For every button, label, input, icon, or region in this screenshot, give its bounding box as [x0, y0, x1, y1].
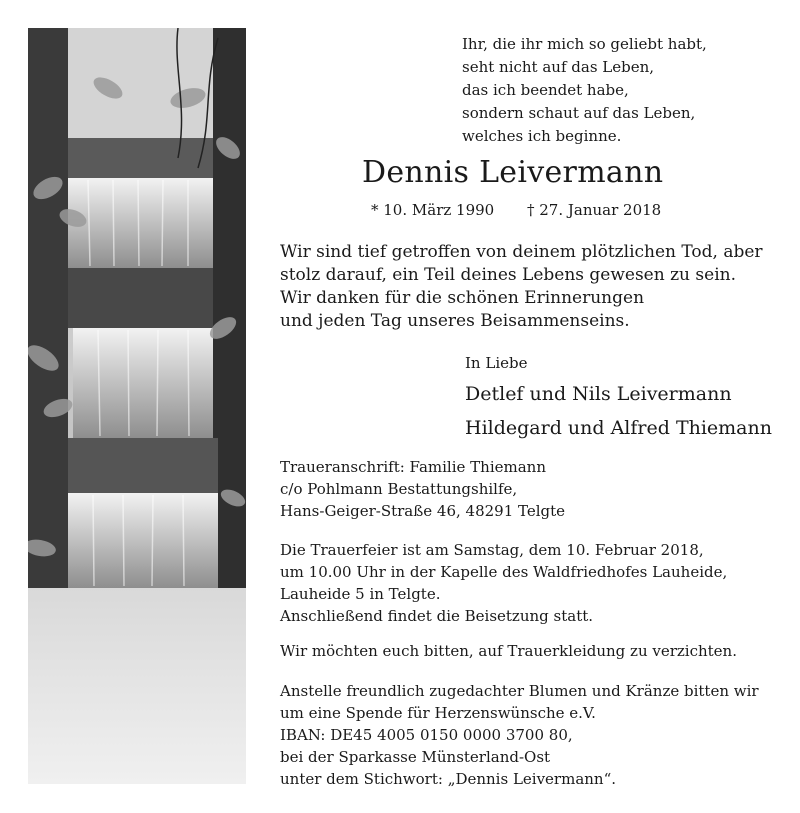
donation-line: Anstelle freundlich zugedachter Blumen und Kränze bitten wir	[280, 682, 759, 700]
family-line: Hildegard und Alfred Thiemann	[465, 417, 772, 439]
poem-line: seht nicht auf das Leben,	[462, 58, 655, 76]
address-line: Hans-Geiger-Straße 46, 48291 Telgte	[280, 502, 566, 520]
poem-line: Ihr, die ihr mich so geliebt habt,	[462, 35, 707, 53]
message-line: und jeden Tag unseres Beisammenseins.	[280, 311, 630, 331]
ceremony-line: Anschließend findet die Beisetzung statt.	[280, 607, 594, 625]
condolence-message	[280, 241, 763, 333]
address-line: Traueranschrift: Familie Thiemann	[280, 458, 546, 476]
ceremony-line: um 10.00 Uhr in der Kapelle des Waldfriedhofes Lauheide,	[280, 563, 728, 581]
donation-line: bei der Sparkasse Münsterland-Ost	[280, 748, 551, 766]
dress-request: Wir möchten euch bitten, auf Trauerkleidung zu verzichten.	[280, 642, 737, 660]
address-line: c/o Pohlmann Bestattungshilfe,	[280, 480, 518, 498]
family-line: Detlef und Nils Leivermann	[465, 383, 732, 405]
ceremony-line: Die Trauerfeier ist am Samstag, dem 10. Februar 2018,	[280, 541, 704, 559]
donation-info	[280, 680, 759, 790]
birth-date: * 10. März 1990	[371, 201, 495, 219]
ceremony-line: Lauheide 5 in Telgte.	[280, 585, 441, 603]
message-line: stolz darauf, ein Teil deines Lebens gewesen zu sein.	[280, 265, 736, 285]
message-line: Wir danken für die schönen Erinnerungen	[280, 288, 645, 308]
family-names	[465, 377, 772, 445]
poem	[462, 33, 707, 148]
in-love-label: In Liebe	[465, 354, 528, 372]
donation-line: um eine Spende für Herzenswünsche e.V.	[280, 704, 596, 722]
poem-line: das ich beendet habe,	[462, 81, 629, 99]
mourning-address	[280, 456, 565, 522]
donation-line: unter dem Stichwort: „Dennis Leivermann“.	[280, 770, 617, 788]
poem-line: welches ich beginne.	[462, 127, 622, 145]
message-line: Wir sind tief getroffen von deinem plötzlichen Tod, aber	[280, 242, 763, 262]
funeral-ceremony-info	[280, 539, 727, 627]
donation-line: IBAN: DE45 4005 0150 0000 3700 80,	[280, 726, 573, 744]
poem-line: sondern schaut auf das Leben,	[462, 104, 696, 122]
deceased-name: Dennis Leivermann	[362, 155, 664, 190]
death-date: † 27. Januar 2018	[527, 201, 662, 219]
